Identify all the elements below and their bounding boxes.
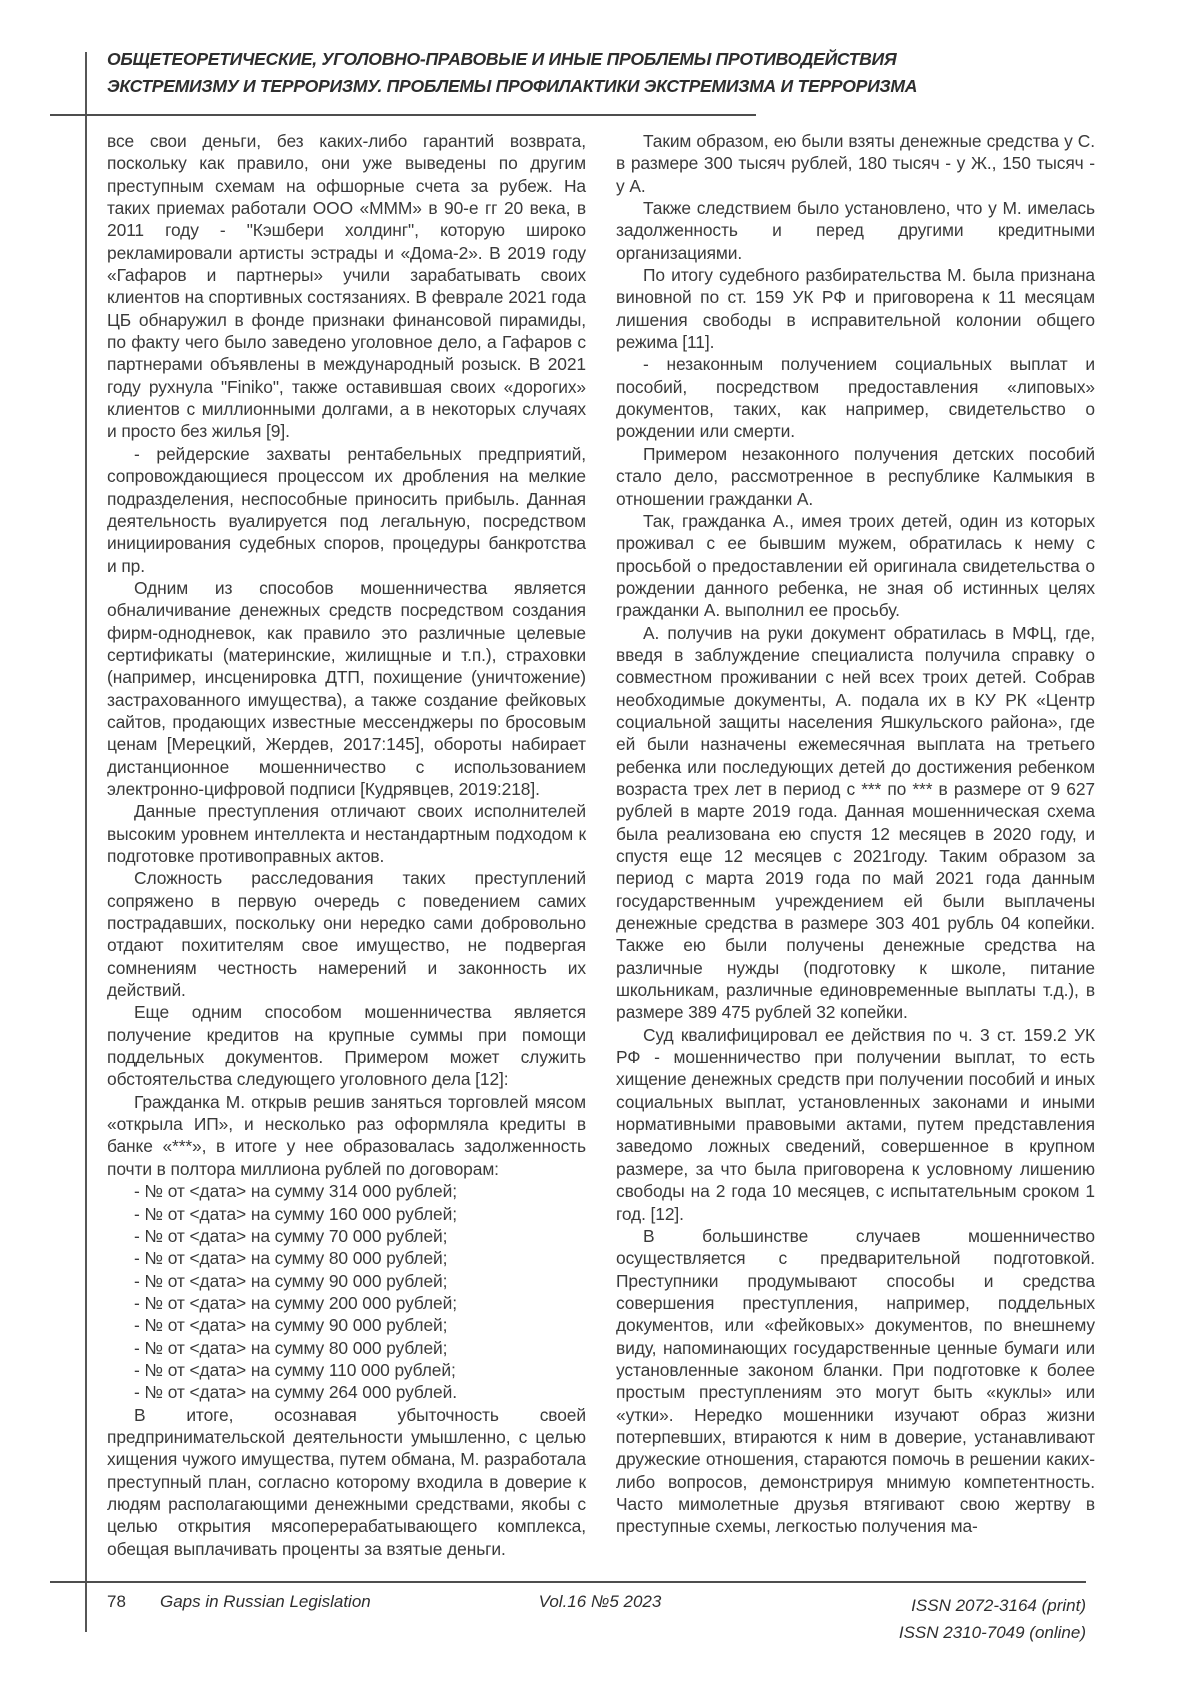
header-rule <box>50 114 756 116</box>
paragraph: Так, гражданка А., имея троих детей, один из которых проживал с ее бывшим мужем, обратилась к нему с просьбой о предоставлении ей оригинала свидетельства о рождении данного ребенка, не зная об истинных целях гражданки А. выполнил ее просьбу. <box>616 510 1095 621</box>
paragraph: - рейдерские захваты рентабельных предприятий, сопровождающиеся процессом их дробления на мелкие подразделения, неспособные приносить прибыль. Данная деятельность вуалируется под легальную, посредством инициирования судебных споров, процедуры банкротства и пр. <box>107 443 586 576</box>
contract-list-item: - № от <дата> на сумму 80 000 рублей; <box>134 1337 448 1358</box>
column-right <box>616 130 1095 1538</box>
paragraph: - незаконным получением социальных выплат и пособий, посредством предоставления «липовых» документов, таких, как например, свидетельство о рождении или смерти. <box>616 354 1095 442</box>
paragraph: В итоге, осознавая убыточность своей предпринимательской деятельности умышленно, с целью хищения чужого имущества, путем обмана, М. разработала преступный план, согласно которому входила в доверие к людям располагающими денежными средствами, якобы с целью открытия мясоперерабатывающего комплекса, обещая выплачивать проценты за взятые деньги. <box>107 1404 586 1559</box>
contract-list-item: - № от <дата> на сумму 160 000 рублей; <box>134 1203 457 1224</box>
issn-block <box>786 1592 1086 1646</box>
contract-list-item: - № от <дата> на сумму 70 000 рублей; <box>134 1225 448 1246</box>
paragraph: Суд квалифицировал ее действия по ч. 3 ст. 159.2 УК РФ - мошенничество при получении выплат, то есть хищение денежных средств при получении пособий и иных социальных выплат, установленных законами и иными нормативными правовыми актами, путем представления заведомо ложных сведений, совершенное в крупном размере, за что была приговорена к условному лишению свободы на 2 года 10 месяцев, с испытательным сроком 1 год. [12]. <box>616 1024 1095 1224</box>
paragraph: все свои деньги, без каких-либо гарантий возврата, поскольку как правило, они уже выведены по другим преступным схемам на офшорные счета за рубеж. На таких приемах работали ООО «МММ» в 90-е гг 20 века, в 2011 году - "Кэшбери холдинг", которую широко рекламировали артисты эстрады и «Дома-2». В 2019 году «Гафаров и партнеры» учили зарабатывать своих клиентов на спортивных состязаниях. В феврале 2021 года ЦБ обнаружил в фонде признаки финансовой пирамиды, по факту чего было заведено уголовное дело, а Гафаров с партнерами объявлены в международный розыск. В 2021 году рухнула "Finiko", также оставившая своих «дорогих» клиентов с миллионными долгами, а в некоторых случаях и просто без жилья [9]. <box>107 131 586 442</box>
paragraph: Также следствием было установлено, что у М. имелась задолженность и перед другими кредитными организациями. <box>616 198 1095 263</box>
contract-list-item: - № от <дата> на сумму 90 000 рублей; <box>134 1315 448 1336</box>
paragraph: Таким образом, ею были взяты денежные средства у С. в размере 300 тысяч рублей, 180 тысяч - у Ж., 150 тысяч - у А. <box>616 131 1095 196</box>
paragraph: В большинстве случаев мошенничество осуществляется с предварительной подготовкой. Преступники продумывают способы и средства совершения преступления, например, поддельных документов, или «фейковых» документов, по внешнему виду, напоминающих государственные ценные бумаги или установленные законом бланки. При подготовке к более простым преступлениям это могут быть «куклы» или «утки». Нередко мошенники изучают образ жизни потерпевших, втираются к ним в доверие, устанавливают дружеские отношения, стараются помочь в решении каких-либо вопросов, демонстрируя мнимую компетентность. Часто мимолетные друзья втягивают свою жертву в преступные схемы, легкостью получения ма- <box>616 1225 1095 1537</box>
column-left <box>107 130 586 1560</box>
paragraph: Одним из способов мошенничества является обналичивание денежных средств посредством создания фирм-однодневок, как правило это различные целевые сертификаты (материнские, жилищные и т.п.), страховки (например, инсценировка ДТП, похищение (уничтожение) застрахованного имущества), а также создание фейковых сайтов, продающих известные мессенджеры по бросовым ценам [Мерецкий, Жердев, 2017:145], обороты набирает дистанционное мошенничество с использованием электронно-цифровой подписи [Кудрявцев, 2019:218]. <box>107 577 586 799</box>
contract-list-item: - № от <дата> на сумму 264 000 рублей. <box>134 1382 457 1403</box>
issn-online: ISSN 2310-7049 (online) <box>898 1623 1086 1642</box>
contract-list-item: - № от <дата> на сумму 200 000 рублей; <box>134 1292 457 1313</box>
contract-list-item: - № от <дата> на сумму 110 000 рублей; <box>134 1359 456 1380</box>
left-margin-rule <box>85 52 87 1632</box>
running-head-line2: ЭКСТРЕМИЗМУ И ТЕРРОРИЗМУ. ПРОБЛЕМЫ ПРОФИЛАКТИКИ ЭКСТРЕМИЗМА И ТЕРРОРИЗМА <box>107 76 918 96</box>
running-head <box>107 46 1047 100</box>
paragraph: Данные преступления отличают своих исполнителей высоким уровнем интеллекта и нестандартным подходом к подготовке противоправных актов. <box>107 801 586 866</box>
journal-title: Gaps in Russian Legislation <box>160 1592 371 1611</box>
paragraph: А. получив на руки документ обратилась в МФЦ, где, введя в заблуждение специалиста получила справку о совместном проживании с ней всех троих детей. Собрав необходимые документы, А. подала их в КУ РК «Центр социальной защиты населения Яшкульского района», где ей были назначены ежемесячная выплата на третьего ребенка или последующих детей до достижения ребенком возраста трех лет в период с *** по *** в размере от 9 627 рублей в марте 2019 года. Данная мошенническая схема была реализована ею спустя 12 месяцев в 2020 году, и спустя еще 12 месяцев с 2021году. Таким образом за период с марта 2019 года по май 2021 года данным государственным учреждением ей были выплачены денежные средства в размере 303 401 рубль 04 копейки. Также ею были получены денежные средства на различные нужды (подготовку к школе, питание школьникам, различные единовременные выплаты т.д.), в размере 389 475 рублей 32 копейки. <box>616 622 1095 1023</box>
volume-issue: Vol.16 №5 2023 <box>538 1592 662 1611</box>
contract-list-item: - № от <дата> на сумму 80 000 рублей; <box>134 1248 448 1269</box>
footer-rule <box>50 1581 1086 1583</box>
paragraph: Примером незаконного получения детских пособий стало дело, рассмотренное в республике Калмыкия в отношении гражданки А. <box>616 443 1095 509</box>
page-number: 78 <box>107 1592 126 1611</box>
running-head-line1: ОБЩЕТЕОРЕТИЧЕСКИЕ, УГОЛОВНО-ПРАВОВЫЕ И ИНЫЕ ПРОБЛЕМЫ ПРОТИВОДЕЙСТВИЯ <box>107 49 897 69</box>
contract-list-item: - № от <дата> на сумму 90 000 рублей; <box>134 1270 448 1291</box>
paragraph: Еще одним способом мошенничества является получение кредитов на крупные суммы при помощи поддельных документов. Примером может служить обстоятельства следующего уголовного дела [12]: <box>107 1002 586 1090</box>
paragraph: Гражданка М. открыв решив заняться торговлей мясом «открыла ИП», и несколько раз оформляла кредиты в банке «***», в итоге у нее образовалась задолженность почти в полтора миллиона рублей по договорам: <box>107 1091 586 1179</box>
paragraph: Сложность расследования таких преступлений сопряжено в первую очередь с поведением самих пострадавших, поскольку они нередко сами добровольно отдают похитителям свое имущество, не подвергая сомнениям честность намерений и законность их действий. <box>107 868 586 1001</box>
contract-list-item: - № от <дата> на сумму 314 000 рублей; <box>134 1181 457 1202</box>
issn-print: ISSN 2072-3164 (print) <box>911 1596 1086 1615</box>
paragraph: По итогу судебного разбирательства М. была признана виновной по ст. 159 УК РФ и приговорена к 11 месяцам лишения свободы в исправительной колонии общего режима [11]. <box>616 265 1095 353</box>
